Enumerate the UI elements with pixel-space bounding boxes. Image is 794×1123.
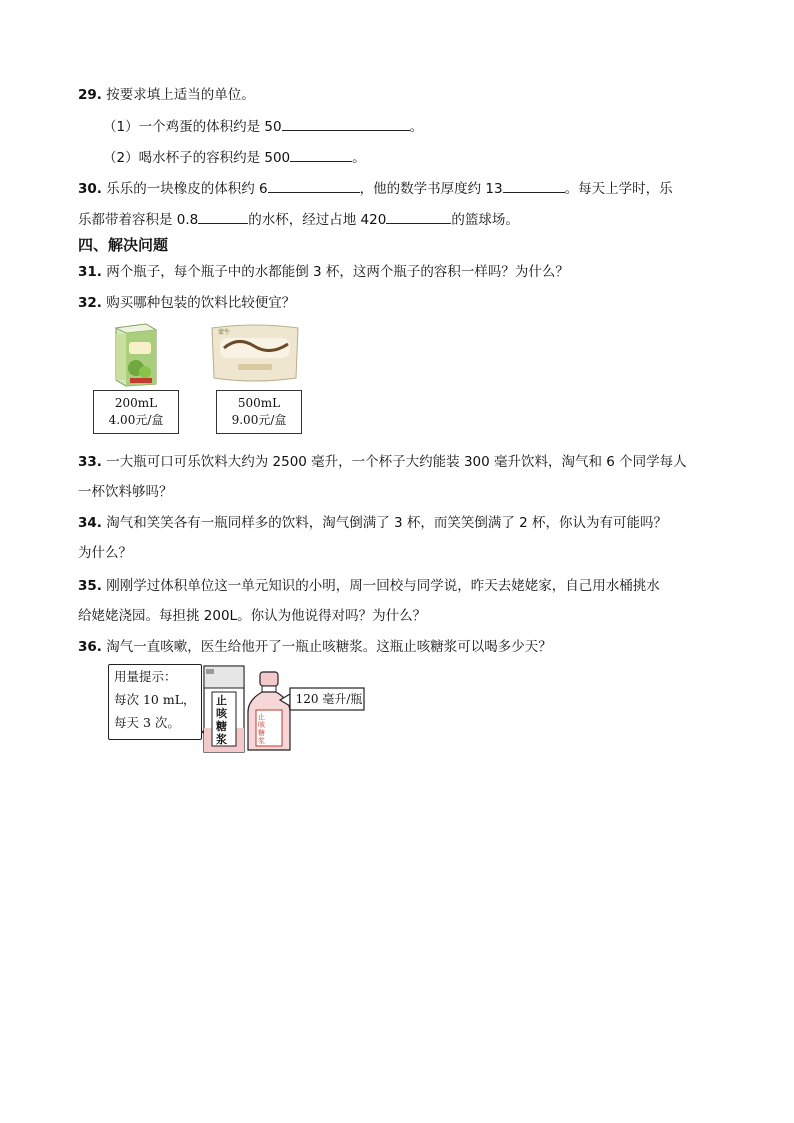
question-text: 的篮球场。 [451, 212, 519, 228]
question-text: 一大瓶可口可乐饮料大约为 2500 毫升，一个杯子大约能装 300 毫升饮料，淘气和 6 个同学每人 [106, 454, 687, 470]
question-32 [78, 291, 295, 311]
question-text: 淘气一直咳嗽，医生给他开了一瓶止咳糖浆。这瓶止咳糖浆可以喝多少天？ [106, 639, 552, 655]
question-29 [78, 83, 255, 103]
milk-bag-picture [208, 322, 302, 384]
answer-blank[interactable] [268, 180, 360, 193]
question-number: 29. [78, 87, 102, 103]
question-text: 按要求填上适当的单位。 [106, 87, 255, 103]
question-text: 刚刚学过体积单位这一单元知识的小明，周一回校与同学说，昨天去姥姥家，自己用水桶挑水 [106, 578, 660, 594]
dosage-line-1: 每次 10 mL， [114, 692, 196, 707]
question-34 [78, 511, 667, 531]
question-number: 36. [78, 639, 102, 655]
dosage-title: 用量提示： [114, 669, 177, 684]
answer-blank[interactable] [290, 149, 352, 162]
question-text: 两个瓶子，每个瓶子中的水都能倒 3 杯，这两个瓶子的容积一样吗？为什么？ [106, 264, 569, 280]
question-text: 的水杯，经过占地 420 [248, 212, 387, 228]
answer-blank[interactable] [503, 180, 565, 193]
question-number: 35. [78, 578, 102, 594]
question-text: 淘气和笑笑各有一瓶同样多的饮料，淘气倒满了 3 杯，而笑笑倒满了 2 杯，你认为有可能吗？ [106, 515, 668, 531]
answer-blank[interactable] [282, 118, 410, 131]
question-number: 32. [78, 295, 102, 311]
question-number: 30. [78, 181, 102, 197]
question-text: ，他的数学书厚度约 13 [359, 181, 503, 197]
volume-label: 500mL [237, 396, 281, 410]
question-number: 33. [78, 454, 102, 470]
question-punct: 。 [409, 119, 424, 135]
volume-label: 200mL [114, 396, 158, 410]
section-heading: 四、解决问题 [78, 236, 169, 254]
question-30-line-2 [78, 208, 519, 228]
capacity-label: 120 毫升/瓶 [295, 692, 363, 706]
question-36 [78, 635, 552, 655]
question-number: 34. [78, 515, 102, 531]
question-35 [78, 574, 660, 594]
question-29-part-1 [103, 115, 423, 135]
question-34-line-2: 为什么？ [78, 545, 132, 561]
bottle-label: 止咳糖浆 [258, 713, 265, 745]
answer-blank[interactable] [386, 211, 451, 224]
question-33 [78, 450, 687, 470]
question-31 [78, 260, 569, 280]
question-text: 。每天上学时，乐 [564, 181, 673, 197]
price-label: 9.00元/盒 [231, 413, 287, 427]
question-text: 购买哪种包装的饮料比较便宜？ [106, 295, 296, 311]
drink-box-picture [112, 320, 160, 388]
dosage-line-2: 每天 3 次。 [114, 715, 180, 730]
question-text: （2）喝水杯子的容积约是 500 [103, 150, 291, 166]
question-punct: 。 [352, 150, 366, 166]
answer-blank[interactable] [198, 211, 248, 224]
dosage-note [108, 664, 202, 740]
question-29-part-2 [103, 146, 366, 166]
question-35-line-2: 给姥姥浇园。每担挑 200L。你认为他说得对吗？为什么？ [78, 608, 427, 624]
price-tag-200ml [93, 390, 179, 434]
question-text: 乐乐的一块橡皮的体积约 6 [106, 181, 268, 197]
box-label: 止咳糖浆 [216, 694, 227, 746]
question-33-line-2: 一杯饮料够吗？ [78, 484, 173, 500]
price-label: 4.00元/盒 [108, 413, 164, 427]
question-text: 乐都带着容积是 0.8 [78, 212, 199, 228]
question-text: （1）一个鸡蛋的体积约是 50 [103, 119, 282, 135]
price-tag-500ml [216, 390, 302, 434]
question-30 [78, 177, 673, 197]
question-number: 31. [78, 264, 102, 280]
brand-logo: 蒙牛 [218, 329, 231, 336]
